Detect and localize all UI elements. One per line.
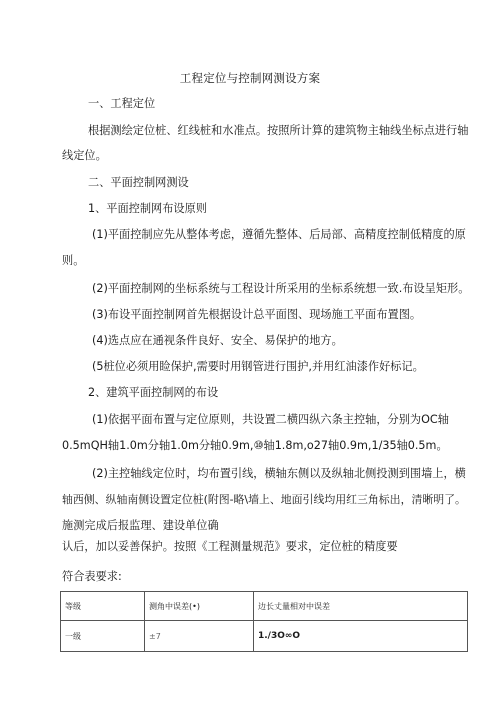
layout-3-line-1: 施测完成后报监理、建设单位确 xyxy=(62,519,219,532)
principle-2: (2)平面控制网的坐标系统与工程设计所采用的坐标系统想一致.布设呈矩形。 xyxy=(92,282,470,295)
layout-2-line-2: 轴西侧、纵轴南侧设置定位桩(附图-略\墙上、地面引线均用红三角标出，清晰明了。 xyxy=(62,493,466,506)
layout-3-line-2: 认后，加以妥善保护。按照《工程测量规范》要求，定位桩的精度要 xyxy=(62,540,398,553)
table-row xyxy=(61,621,468,652)
table-cell: 一级 xyxy=(61,621,145,652)
section-1-text-line-1: 根据测绘定位桩、红线桩和水准点。按照所计算的建筑物主轴线坐标点进行轴 xyxy=(88,124,469,137)
principle-1-line-2: 则。 xyxy=(62,254,85,267)
layout-2-line-1: (2)主控轴线定位时，均布置引线，横轴东侧以及纵轴北侧投测到围墙上，横 xyxy=(92,467,466,480)
table-header-cell: 测角中误差(•) xyxy=(145,592,254,621)
subsection-1-heading: 1、平面控制网布设原则 xyxy=(88,202,207,215)
layout-1-line-2: 0.5mQH轴1.0m分轴1.0m分轴0.9m,⑩轴1.8m,o27轴0.9m,1/35轴0.5m。 xyxy=(62,439,448,452)
accuracy-table xyxy=(60,591,468,652)
layout-1-line-1: (1)依据平面布置与定位原则，共设置二横四纵六条主控轴，分别为OC轴 xyxy=(92,413,449,426)
principle-5: (5桩位必须用睑保护,需要时用钢管进行围护,并用红油漆作好标记。 xyxy=(92,360,424,373)
table-header-cell: 边长丈量相对中误差 xyxy=(254,592,468,621)
table-cell: ±7 xyxy=(145,621,254,652)
table-intro: 符合表要求: xyxy=(62,570,122,583)
table-header-cell: 等级 xyxy=(61,592,145,621)
principle-3: (3)布设平面控制网首先根据设计总平面图、现场施工平面布置图。 xyxy=(92,308,422,321)
section-2-heading: 二、平面控制网测设 xyxy=(88,176,189,189)
document-title: 工程定位与控制网测设方案 xyxy=(179,71,321,85)
table-cell: 1./3O∞O xyxy=(254,621,468,652)
section-1-heading: 一、工程定位 xyxy=(88,97,156,110)
table-header-row xyxy=(61,592,468,621)
principle-1-line-1: (1)平面控制应先从整体考虑，遵循先整体、后局部、高精度控制低精度的原 xyxy=(92,228,466,241)
subsection-2-heading: 2、建筑平面控制网的布设 xyxy=(88,386,219,399)
principle-4: (4)选点应在通视条件良好、安全、易保护的地方。 xyxy=(92,334,343,347)
section-1-text-line-2: 线定位。 xyxy=(62,149,107,162)
